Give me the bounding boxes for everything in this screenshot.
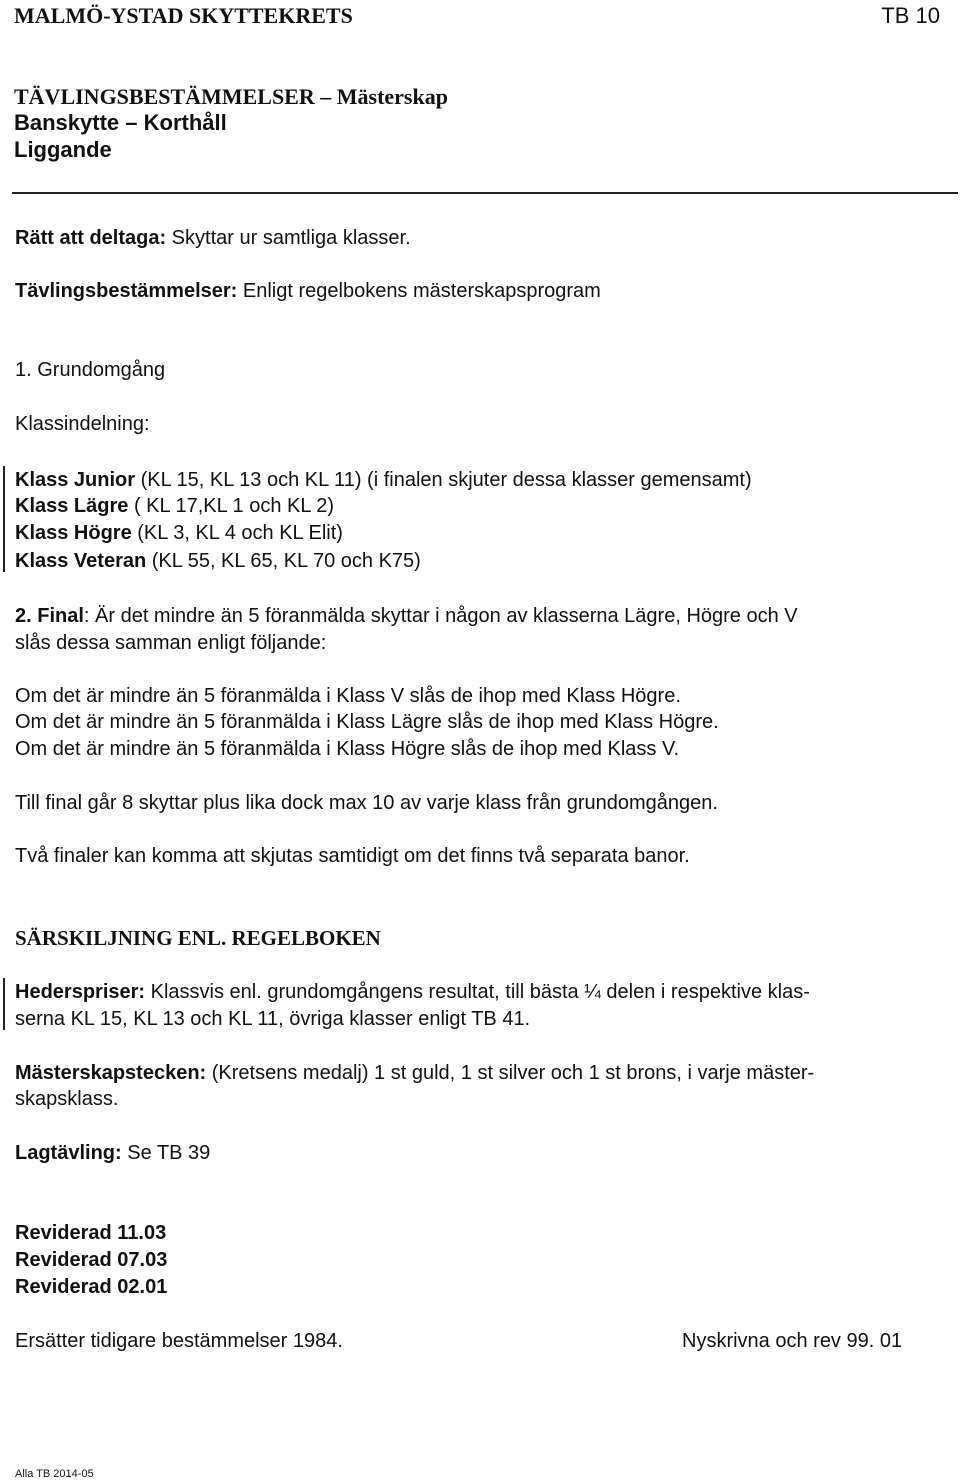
class-hogre xyxy=(15,522,343,545)
merge-rule-hogre: Om det är mindre än 5 föranmälda i Klass Högre slås de ihop med Klass V. xyxy=(15,738,680,760)
revision-entry: Reviderad 11.03 xyxy=(15,1222,167,1244)
participation-value: Skyttar ur samtliga klasser. xyxy=(166,227,411,249)
class-lagre xyxy=(15,495,334,518)
merge-rule-v: Om det är mindre än 5 föranmälda i Klass V slås de ihop med Klass Högre. xyxy=(15,685,681,707)
document-title: TÄVLINGSBESTÄMMELSER – Mästerskap xyxy=(14,84,448,109)
class-desc: (KL 3, KL 4 och KL Elit) xyxy=(131,522,343,544)
final-text: : Är det mindre än 5 föranmälda skyttar i någon av klasserna Lägre, Högre och V xyxy=(83,605,798,627)
final-count-text: Till final går 8 skyttar plus lika dock max 10 av varje klass från grundomgången. xyxy=(15,792,718,814)
class-desc: (KL 15, KL 13 och KL 11) (i finalen skjuter dessa klasser gemensamt) xyxy=(135,469,752,491)
team-line xyxy=(15,1142,210,1165)
class-name: Klass Junior xyxy=(15,469,136,491)
discipline-title: Banskytte – Korthåll xyxy=(14,110,227,135)
two-finals-text: Två finaler kan komma att skjutas samtidigt om det finns två separata banor. xyxy=(15,845,690,867)
section1-heading: 1. Grundomgång xyxy=(15,359,166,381)
footer-small-text: Alla TB 2014-05 xyxy=(15,1468,94,1480)
prizes-text: Klassvis enl. grundomgångens resultat, till bästa ¼ delen i respektive klas- xyxy=(145,981,810,1003)
participation-label: Rätt att deltaga: xyxy=(15,227,167,249)
class-desc: ( KL 17,KL 1 och KL 2) xyxy=(128,495,335,517)
org-name: MALMÖ-YSTAD SKYTTEKRETS xyxy=(14,3,353,28)
badges-label: Mästerskapstecken: xyxy=(15,1062,207,1084)
badges-line2: skapsklass. xyxy=(15,1088,119,1110)
class-name: Klass Veteran xyxy=(15,550,147,572)
prizes-line2: serna KL 15, KL 13 och KL 11, övriga klasser enligt TB 41. xyxy=(15,1008,531,1030)
document-number: TB 10 xyxy=(881,3,940,28)
tiebreak-heading: SÄRSKILJNING ENL. REGELBOKEN xyxy=(15,926,381,950)
class-division-heading: Klassindelning: xyxy=(15,413,150,435)
change-bar xyxy=(3,466,5,572)
position-title: Liggande xyxy=(14,137,112,162)
revision-entry: Reviderad 07.03 xyxy=(15,1249,168,1271)
class-junior xyxy=(15,469,752,492)
prizes-line1 xyxy=(15,981,810,1004)
revision-entry: Reviderad 02.01 xyxy=(15,1276,168,1298)
badges-line1 xyxy=(15,1062,814,1085)
prizes-label: Hederspriser: xyxy=(15,981,146,1003)
rules-label: Tävlingsbestämmelser: xyxy=(15,280,238,302)
rules-value: Enligt regelbokens mästerskapsprogram xyxy=(237,280,601,302)
class-veteran xyxy=(15,550,421,573)
header-divider xyxy=(12,192,958,194)
final-paragraph-line1 xyxy=(15,605,798,628)
class-name: Klass Lägre xyxy=(15,495,129,517)
replaces-text: Ersätter tidigare bestämmelser 1984. xyxy=(15,1330,343,1352)
rules-line xyxy=(15,280,601,303)
team-label: Lagtävling: xyxy=(15,1142,122,1164)
badges-text: (Kretsens medalj) 1 st guld, 1 st silver och 1 st brons, i varje mäster- xyxy=(206,1062,815,1084)
final-label: 2. Final xyxy=(15,605,84,627)
class-name: Klass Högre xyxy=(15,522,132,544)
new-revision-text: Nyskrivna och rev 99. 01 xyxy=(682,1330,903,1352)
final-paragraph-line2: slås dessa samman enligt följande: xyxy=(15,632,327,654)
merge-rule-lagre: Om det är mindre än 5 föranmälda i Klass Lägre slås de ihop med Klass Högre. xyxy=(15,711,719,733)
change-bar xyxy=(3,978,5,1030)
team-value: Se TB 39 xyxy=(121,1142,211,1164)
class-desc: (KL 55, KL 65, KL 70 och K75) xyxy=(146,550,421,572)
participation-line xyxy=(15,227,411,250)
